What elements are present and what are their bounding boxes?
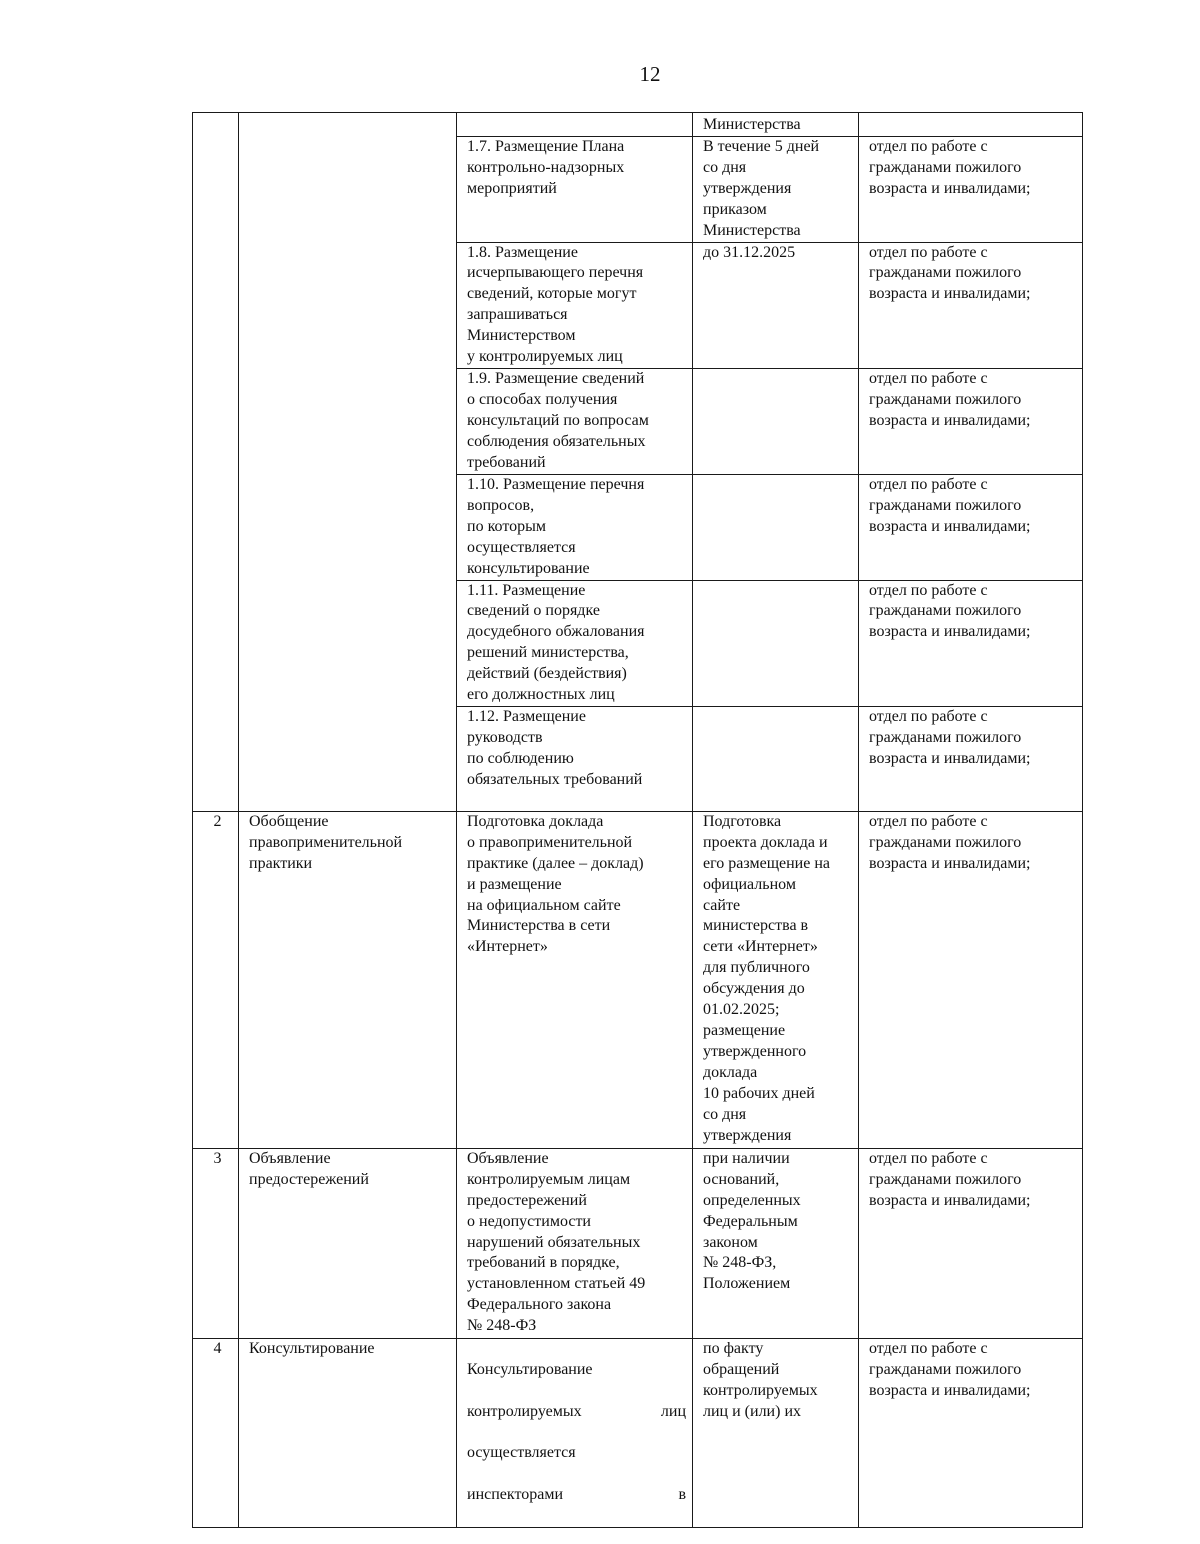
action-line: осуществляется: [467, 1444, 576, 1462]
action-cell: 1.7. Размещение Плана контрольно-надзорных мероприятий: [457, 137, 693, 243]
item-number-cell: [193, 113, 239, 812]
responsible-cell: отдел по работе с гражданами пожилого возраста и инвалидами;: [859, 811, 1083, 1148]
item-name-cell: [239, 113, 457, 812]
action-cell: 1.12. Размещение руководств по соблюдению обязательных требований: [457, 706, 693, 811]
term-cell: Подготовка проекта доклада и его размещение на официальном сайте министерства в сети «Интернет» для публичного обсуждения до 01.02.2025; размещение утвержденного доклада 10 рабочих дней со дня утверждения: [693, 811, 859, 1148]
responsible-cell: [859, 113, 1083, 137]
term-cell: при наличии оснований, определенных Федеральным законом № 248-ФЗ, Положением: [693, 1148, 859, 1338]
responsible-cell: отдел по работе с гражданами пожилого возраста и инвалидами;: [859, 706, 1083, 811]
responsible-cell: отдел по работе с гражданами пожилого возраста и инвалидами;: [859, 1338, 1083, 1527]
table-row: [193, 811, 1083, 1148]
responsible-cell: отдел по работе с гражданами пожилого возраста и инвалидами;: [859, 474, 1083, 580]
item-number-cell: 2: [193, 811, 239, 1148]
activities-table: [192, 112, 1083, 1528]
term-cell: В течение 5 дней со дня утверждения приказом Министерства: [693, 137, 859, 243]
action-cell: Подготовка доклада о правоприменительной практике (далее – доклад) и размещение на официальном сайте Министерства в сети «Интернет»: [457, 811, 693, 1148]
table-row: [193, 113, 1083, 137]
term-cell: [693, 706, 859, 811]
action-cell: 1.11. Размещение сведений о порядке досудебного обжалования решений министерства, действий (бездействия) его должностных лиц: [457, 580, 693, 706]
responsible-cell: отдел по работе с гражданами пожилого возраста и инвалидами;: [859, 1148, 1083, 1338]
action-line: инспекторами в: [467, 1486, 686, 1504]
term-cell: Министерства: [693, 113, 859, 137]
responsible-cell: отдел по работе с гражданами пожилого возраста и инвалидами;: [859, 242, 1083, 368]
action-cell: [457, 113, 693, 137]
action-cell: 1.8. Размещение исчерпывающего перечня сведений, которые могут запрашиваться Министерством у контролируемых лиц: [457, 242, 693, 368]
item-name-cell: Объявление предостережений: [239, 1148, 457, 1338]
table-row: [193, 1148, 1083, 1338]
term-cell: [693, 580, 859, 706]
action-line: контролируемых лиц: [467, 1402, 686, 1420]
responsible-cell: отдел по работе с гражданами пожилого возраста и инвалидами;: [859, 137, 1083, 243]
item-number-cell: 3: [193, 1148, 239, 1338]
responsible-cell: отдел по работе с гражданами пожилого возраста и инвалидами;: [859, 580, 1083, 706]
action-cell: 1.10. Размещение перечня вопросов, по которым осуществляется консультирование: [457, 474, 693, 580]
table-row: [193, 1338, 1083, 1527]
action-line: Консультирование: [467, 1360, 593, 1378]
action-cell: Объявление контролируемым лицам предостережений о недопустимости нарушений обязательных требований в порядке, установленном статьей 49 Федерального закона № 248-ФЗ: [457, 1148, 693, 1338]
term-cell: по факту обращений контролируемых лиц и (или) их: [693, 1338, 859, 1527]
term-cell: [693, 368, 859, 474]
action-cell: 1.9. Размещение сведений о способах получения консультаций по вопросам соблюдения обязательных требований: [457, 368, 693, 474]
item-number-cell: 4: [193, 1338, 239, 1527]
page-number: 12: [639, 62, 661, 86]
term-cell: [693, 474, 859, 580]
item-name-cell: Обобщение правоприменительной практики: [239, 811, 457, 1148]
action-cell: [457, 1338, 693, 1527]
responsible-cell: отдел по работе с гражданами пожилого возраста и инвалидами;: [859, 368, 1083, 474]
item-name-cell: Консультирование: [239, 1338, 457, 1527]
term-cell: до 31.12.2025: [693, 242, 859, 368]
